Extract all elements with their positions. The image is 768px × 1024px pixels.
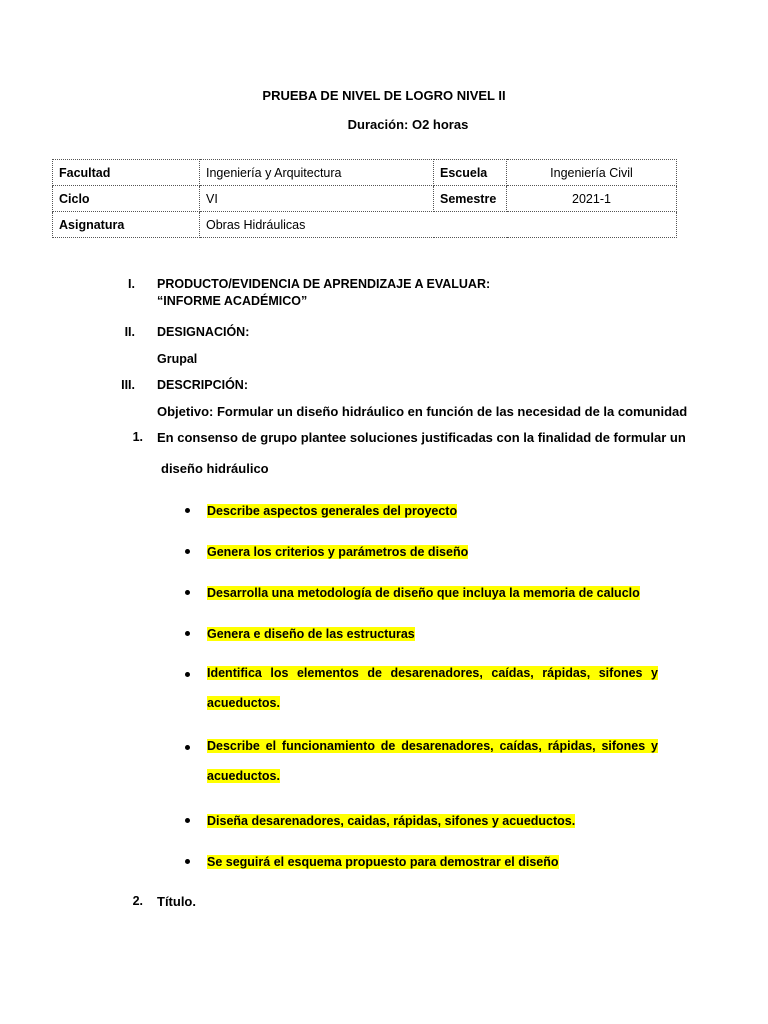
bullet-icon: [185, 859, 190, 864]
duration-label: Duración: O2 horas: [347, 117, 469, 132]
section-number: III.: [121, 378, 135, 392]
table-cell: Escuela: [434, 160, 507, 186]
section-heading: DESIGNACIÓN:: [157, 325, 250, 339]
table-cell: Semestre: [434, 186, 507, 212]
word: rápidas,: [547, 739, 596, 753]
section-number: II.: [124, 325, 135, 339]
list-item: [207, 543, 468, 561]
table-cell: Ingeniería y Arquitectura: [200, 160, 434, 186]
bullet-icon: [185, 549, 190, 554]
bullet-icon: [185, 745, 190, 750]
table-cell: Asignatura: [53, 212, 200, 238]
list-item: [207, 584, 640, 602]
justified-line: [207, 666, 658, 680]
word: y: [651, 739, 658, 753]
list-item: [207, 812, 575, 830]
highlighted-text: Genera e diseño de las estructuras: [207, 627, 415, 641]
word: Describe: [207, 739, 260, 753]
section-value: Grupal: [157, 352, 198, 366]
word: caídas,: [499, 739, 542, 753]
word: Identifica: [207, 666, 262, 680]
table-cell: 2021-1: [507, 186, 677, 212]
list-item: [207, 853, 559, 871]
document-title: PRUEBA DE NIVEL DE LOGRO NIVEL II: [262, 88, 506, 103]
word: de: [367, 666, 382, 680]
table-row: [53, 212, 677, 238]
word: sifones: [598, 666, 643, 680]
list-item: [207, 666, 658, 710]
highlighted-text: Genera los criterios y parámetros de diseño: [207, 545, 469, 559]
table-cell: Ciclo: [53, 186, 200, 212]
word: de: [380, 739, 396, 753]
bullet-icon: [185, 590, 190, 595]
bullet-icon: [185, 631, 190, 636]
word: sifones: [601, 739, 646, 753]
bullet-icon: [185, 818, 190, 823]
section-heading: DESCRIPCIÓN:: [157, 378, 248, 392]
section-heading: PRODUCTO/EVIDENCIA DE APRENDIZAJE A EVALUAR:: [157, 277, 491, 291]
objective-text: Objetivo: Formular un diseño hidráulico en función de las necesidad de la comunidad: [157, 404, 688, 419]
word: el: [265, 739, 277, 753]
highlighted-text: Describe aspectos generales del proyecto: [207, 504, 458, 518]
table-cell: Ingeniería Civil: [507, 160, 677, 186]
table-row: [53, 186, 677, 212]
section-subheading: “INFORME ACADÉMICO”: [157, 294, 308, 308]
word: los: [270, 666, 289, 680]
item-number: 2.: [132, 894, 143, 908]
word: caídas,: [491, 666, 534, 680]
table-row: [53, 160, 677, 186]
table-cell: VI: [200, 186, 434, 212]
list-item: [207, 625, 415, 643]
word: elementos: [296, 666, 359, 680]
highlighted-text: acueductos.: [207, 769, 280, 783]
table-cell: Obras Hidráulicas: [200, 212, 677, 238]
info-table: [52, 159, 677, 238]
word: rápidas,: [542, 666, 591, 680]
highlighted-text: Desarrolla una metodología de diseño que incluya la memoria de caluclo: [207, 586, 640, 600]
bullet-icon: [185, 508, 190, 513]
word: funcionamiento: [281, 739, 375, 753]
list-item: [207, 502, 457, 520]
word: desarenadores,: [390, 666, 483, 680]
item-number: 1.: [132, 430, 143, 444]
justified-line: [207, 739, 658, 753]
word: desarenadores,: [401, 739, 494, 753]
bullet-icon: [185, 672, 190, 677]
highlighted-text: acueductos.: [207, 696, 280, 710]
item-text: diseño hidráulico: [161, 461, 269, 476]
word: y: [651, 666, 658, 680]
item-text: En consenso de grupo plantee soluciones justificadas con la finalidad de formular un: [157, 430, 686, 445]
section-number: I.: [128, 277, 135, 291]
highlighted-text: Diseña desarenadores, caidas, rápidas, sifones y acueductos.: [207, 814, 576, 828]
item-text: Título.: [157, 894, 196, 909]
table-cell: Facultad: [53, 160, 200, 186]
list-item: [207, 739, 658, 783]
highlighted-text: Se seguirá el esquema propuesto para demostrar el diseño: [207, 855, 559, 869]
